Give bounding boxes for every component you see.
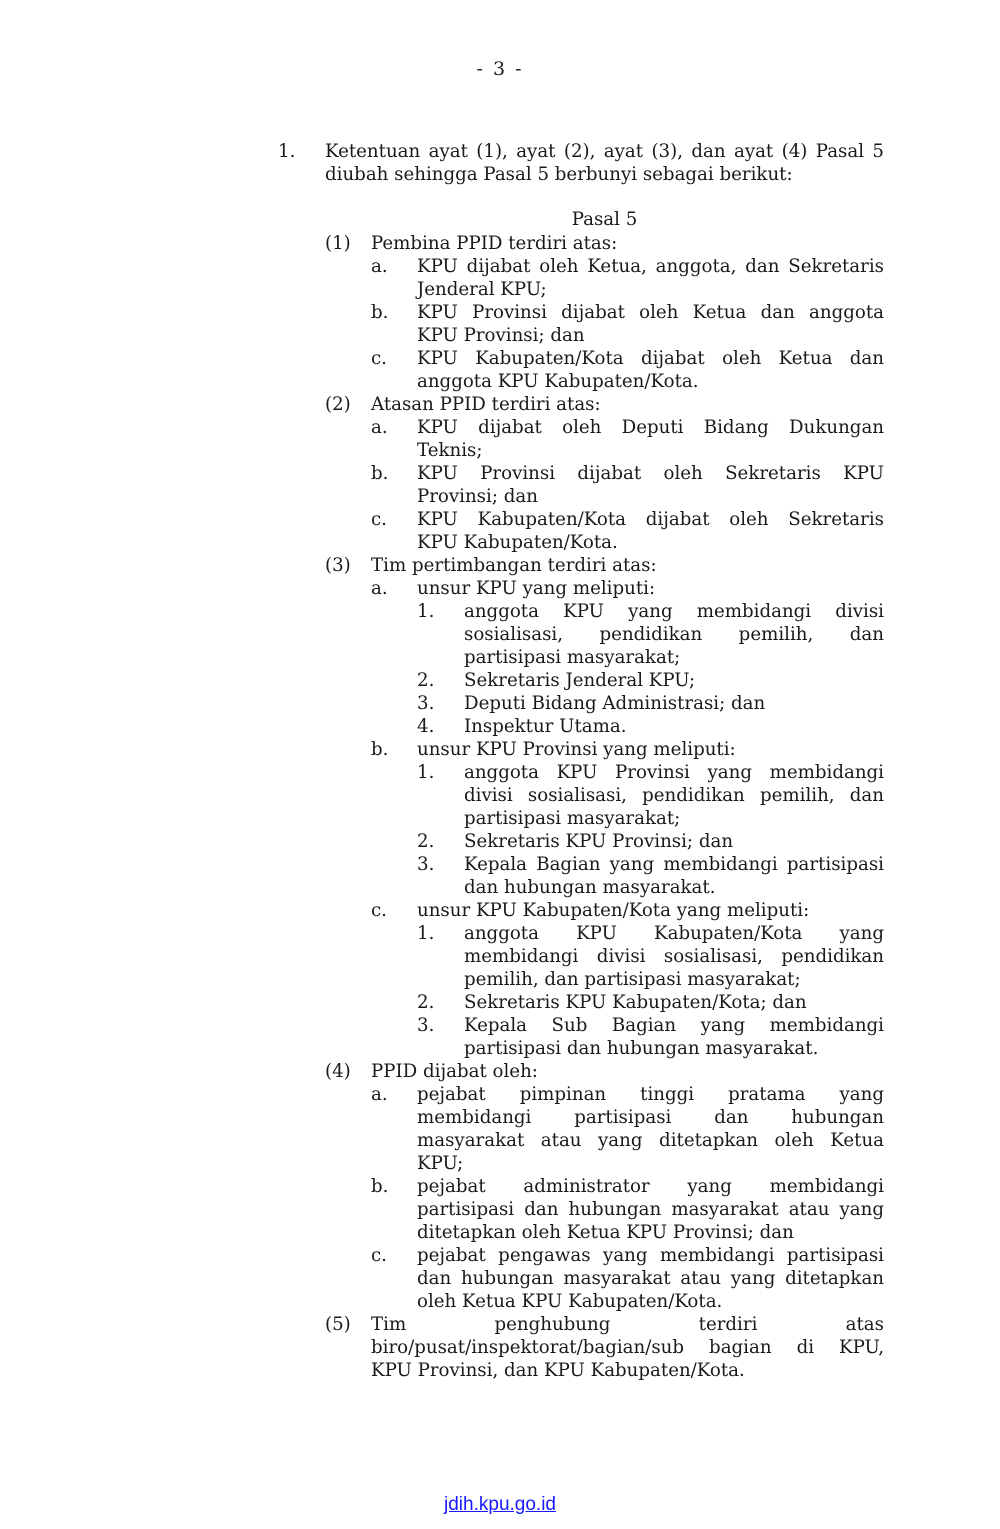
ayat-3-a-text: unsur KPU yang meliputi:: [417, 578, 656, 599]
ayat-3-c-text: unsur KPU Kabupaten/Kota yang meliputi:: [417, 900, 810, 921]
ayat-2-b-line-2: Provinsi; dan: [417, 486, 538, 507]
ayat-3-b-marker: b.: [371, 739, 389, 760]
ayat-3-a-2-text: Sekretaris Jenderal KPU;: [464, 670, 696, 691]
ayat-3-c-3-line-1: Kepala Sub Bagian yang membidangi: [464, 1015, 884, 1036]
ayat-2-marker: (2): [325, 394, 351, 415]
ayat-3-c-2-text: Sekretaris KPU Kabupaten/Kota; dan: [464, 992, 807, 1013]
ayat-1-b-line-2: KPU Provinsi; dan: [417, 325, 585, 346]
ayat-4-a-line-2: membidangi partisipasi dan hubungan: [417, 1107, 884, 1128]
intro-line-2: diubah sehingga Pasal 5 berbunyi sebagai berikut:: [325, 164, 793, 185]
ayat-3-a-1-marker: 1.: [417, 601, 435, 622]
ayat-3-b-1-marker: 1.: [417, 762, 435, 783]
ayat-3-b-3-line-1: Kepala Bagian yang membidangi partisipasi: [464, 854, 884, 875]
ayat-2-c-marker: c.: [371, 509, 387, 530]
ayat-4-b-line-1: pejabat administrator yang membidangi: [417, 1176, 884, 1197]
ayat-3-c-1-line-3: pemilih, dan partisipasi masyarakat;: [464, 969, 801, 990]
ayat-3-c-marker: c.: [371, 900, 387, 921]
intro-line-1: Ketentuan ayat (1), ayat (2), ayat (3), dan ayat (4) Pasal 5: [325, 141, 884, 162]
ayat-3-a-4-marker: 4.: [417, 716, 435, 737]
ayat-4-b-line-3: ditetapkan oleh Ketua KPU Provinsi; dan: [417, 1222, 794, 1243]
ayat-3-a-1-line-3: partisipasi masyarakat;: [464, 647, 681, 668]
intro-number: 1.: [278, 141, 296, 162]
ayat-1-c-line-2: anggota KPU Kabupaten/Kota.: [417, 371, 699, 392]
ayat-3-b-3-marker: 3.: [417, 854, 435, 875]
ayat-2-a-line-1: KPU dijabat oleh Deputi Bidang Dukungan: [417, 417, 884, 438]
ayat-1-a-line-1: KPU dijabat oleh Ketua, anggota, dan Sekretaris: [417, 256, 884, 277]
ayat-2-c-line-2: KPU Kabupaten/Kota.: [417, 532, 618, 553]
ayat-5-marker: (5): [325, 1314, 351, 1335]
ayat-4-b-line-2: partisipasi dan hubungan masyarakat atau yang: [417, 1199, 884, 1220]
ayat-3-b-2-marker: 2.: [417, 831, 435, 852]
footer-link[interactable]: jdih.kpu.go.id: [444, 1494, 556, 1515]
ayat-3-c-1-line-1: anggota KPU Kabupaten/Kota yang: [464, 923, 884, 944]
ayat-3-marker: (3): [325, 555, 351, 576]
ayat-3-b-1-line-2: divisi sosialisasi, pendidikan pemilih, dan: [464, 785, 884, 806]
ayat-4-c-line-2: dan hubungan masyarakat atau yang ditetapkan: [417, 1268, 884, 1289]
ayat-5-line-3: KPU Provinsi, dan KPU Kabupaten/Kota.: [371, 1360, 745, 1381]
ayat-2-b-marker: b.: [371, 463, 389, 484]
ayat-3-a-3-text: Deputi Bidang Administrasi; dan: [464, 693, 766, 714]
ayat-3-b-1-line-1: anggota KPU Provinsi yang membidangi: [464, 762, 884, 783]
ayat-3-c-3-marker: 3.: [417, 1015, 435, 1036]
ayat-3-b-1-line-3: partisipasi masyarakat;: [464, 808, 681, 829]
ayat-3-c-2-marker: 2.: [417, 992, 435, 1013]
ayat-3-c-1-marker: 1.: [417, 923, 435, 944]
ayat-3-b-3-line-2: dan hubungan masyarakat.: [464, 877, 716, 898]
ayat-3-b-2-text: Sekretaris KPU Provinsi; dan: [464, 831, 734, 852]
ayat-4-b-marker: b.: [371, 1176, 389, 1197]
ayat-4-a-line-4: KPU;: [417, 1153, 464, 1174]
ayat-1-text: Pembina PPID terdiri atas:: [371, 233, 618, 254]
ayat-2-a-marker: a.: [371, 417, 388, 438]
ayat-3-a-4-text: Inspektur Utama.: [464, 716, 627, 737]
ayat-3-text: Tim pertimbangan terdiri atas:: [371, 555, 657, 576]
ayat-1-b-line-1: KPU Provinsi dijabat oleh Ketua dan anggota: [417, 302, 884, 323]
ayat-1-a-line-2: Jenderal KPU;: [417, 279, 547, 300]
ayat-4-c-line-3: oleh Ketua KPU Kabupaten/Kota.: [417, 1291, 723, 1312]
ayat-3-c-1-line-2: membidangi divisi sosialisasi, pendidikan: [464, 946, 884, 967]
ayat-5-line-2: biro/pusat/inspektorat/bagian/sub bagian di KPU,: [371, 1337, 884, 1358]
ayat-3-a-1-line-2: sosialisasi, pendidikan pemilih, dan: [464, 624, 884, 645]
page-number: - 3 -: [476, 58, 524, 80]
ayat-4-c-marker: c.: [371, 1245, 387, 1266]
ayat-3-a-1-line-1: anggota KPU yang membidangi divisi: [464, 601, 884, 622]
ayat-2-c-line-1: KPU Kabupaten/Kota dijabat oleh Sekretaris: [417, 509, 884, 530]
ayat-1-c-line-1: KPU Kabupaten/Kota dijabat oleh Ketua dan: [417, 348, 884, 369]
ayat-3-a-3-marker: 3.: [417, 693, 435, 714]
ayat-4-marker: (4): [325, 1061, 351, 1082]
ayat-2-a-line-2: Teknis;: [417, 440, 483, 461]
ayat-4-a-marker: a.: [371, 1084, 388, 1105]
ayat-4-text: PPID dijabat oleh:: [371, 1061, 538, 1082]
ayat-1-b-marker: b.: [371, 302, 389, 323]
ayat-3-a-marker: a.: [371, 578, 388, 599]
ayat-1-marker: (1): [325, 233, 351, 254]
ayat-2-b-line-1: KPU Provinsi dijabat oleh Sekretaris KPU: [417, 463, 884, 484]
ayat-3-a-2-marker: 2.: [417, 670, 435, 691]
ayat-3-b-text: unsur KPU Provinsi yang meliputi:: [417, 739, 736, 760]
ayat-3-c-3-line-2: partisipasi dan hubungan masyarakat.: [464, 1038, 819, 1059]
ayat-4-a-line-1: pejabat pimpinan tinggi pratama yang: [417, 1084, 884, 1105]
ayat-2-text: Atasan PPID terdiri atas:: [371, 394, 601, 415]
ayat-4-a-line-3: masyarakat atau yang ditetapkan oleh Ketua: [417, 1130, 884, 1151]
ayat-1-c-marker: c.: [371, 348, 387, 369]
article-title: Pasal 5: [571, 209, 638, 230]
ayat-4-c-line-1: pejabat pengawas yang membidangi partisipasi: [417, 1245, 884, 1266]
ayat-1-a-marker: a.: [371, 256, 388, 277]
ayat-5-line-1: Tim penghubung terdiri atas: [371, 1314, 884, 1335]
